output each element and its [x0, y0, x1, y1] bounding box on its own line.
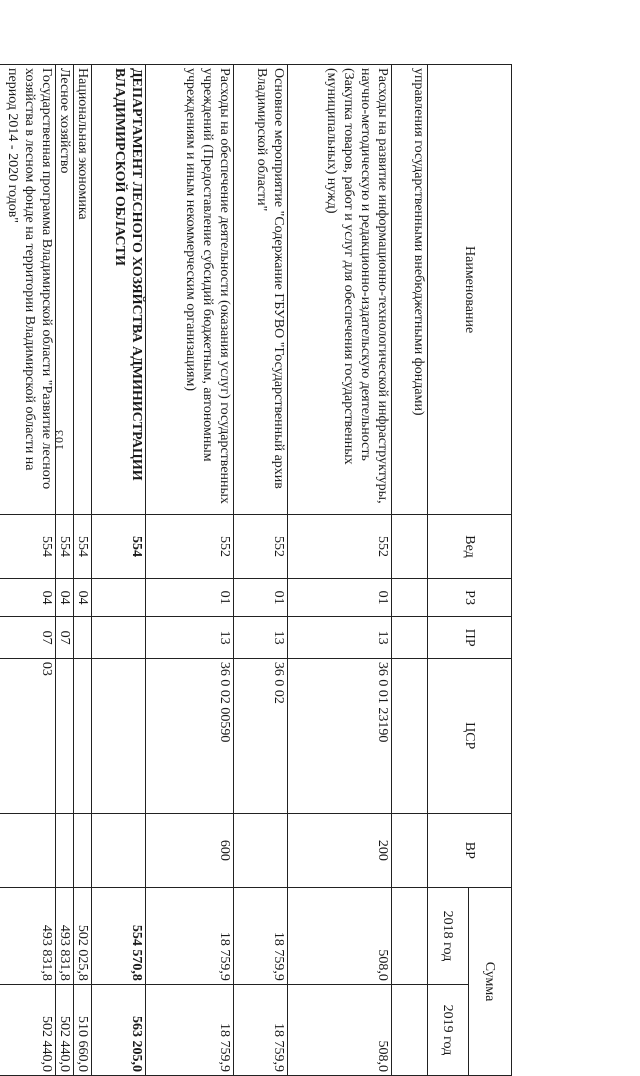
cell-rz [392, 578, 428, 617]
cell-name: Национальная экономика [74, 65, 92, 515]
cell-2019: 508,0 [288, 984, 392, 1075]
cell-name: ДЕПАРТАМЕНТ ЛЕСНОГО ХОЗЯЙСТВА АДМИНИСТРАЦИИ ВЛАДИМИРСКОЙ ОБЛАСТИ [92, 65, 146, 515]
cell-2019: 18 759,9 [234, 984, 288, 1075]
cell-2018: 554 570,8 [92, 888, 146, 985]
cell-vr [392, 813, 428, 888]
header-2018: 2018 год [428, 888, 469, 985]
cell-2019: 563 205,0 [92, 984, 146, 1075]
cell-pr: 07 [56, 617, 74, 658]
cell-rz: 01 [146, 578, 234, 617]
cell-vr [0, 813, 56, 888]
table-row [92, 65, 146, 1076]
cell-2018: 502 025,8 [74, 888, 92, 985]
cell-2018: 18 759,9 [146, 888, 234, 985]
cell-name: Основное мероприятие "Содержание ГБУВО "Государственный архив Владимирской области" [234, 65, 288, 515]
cell-ved: 552 [234, 515, 288, 579]
cell-name: Лесное хозяйство [56, 65, 74, 515]
cell-2019: 18 759,9 [146, 984, 234, 1075]
cell-ved: 554 [92, 515, 146, 579]
cell-csr: 36 0 02 [234, 658, 288, 813]
cell-ved: 552 [146, 515, 234, 579]
table-row [288, 65, 392, 1076]
cell-name: Расходы на обеспечение деятельности (оказания услуг) государственных учреждений (Предоставление субсидий бюджетным, автономным учреждениям и иным некоммерческим организациям) [146, 65, 234, 515]
cell-name: Расходы на развитие информационно-технологической инфраструктуры, научно-методическую и редакционно-издательскую деятельность (Закупка товаров, работ и услуг для обеспечения государственных (муниципальных) нужд) [288, 65, 392, 515]
cell-2019: 502 440,0 [56, 984, 74, 1075]
cell-vr [74, 813, 92, 888]
cell-pr: 13 [234, 617, 288, 658]
header-ved: Вед [428, 515, 512, 579]
cell-vr: 200 [288, 813, 392, 888]
cell-vr [234, 813, 288, 888]
cell-rz: 04 [56, 578, 74, 617]
cell-pr: 13 [288, 617, 392, 658]
table-row [74, 65, 92, 1076]
cell-ved: 554 [74, 515, 92, 579]
header-pr: ПР [428, 617, 512, 658]
cell-rz: 01 [234, 578, 288, 617]
cell-pr [92, 617, 146, 658]
cell-2018 [392, 888, 428, 985]
cell-csr [74, 658, 92, 813]
cell-vr: 600 [146, 813, 234, 888]
cell-ved: 554 [0, 515, 56, 579]
cell-pr [392, 617, 428, 658]
header-name: Наименование [428, 65, 512, 515]
cell-ved: 554 [56, 515, 74, 579]
table-row [392, 65, 428, 1076]
header-csr: ЦСР [428, 658, 512, 813]
cell-csr: 36 0 02 00590 [146, 658, 234, 813]
cell-rz [92, 578, 146, 617]
cell-2019: 510 660,0 [74, 984, 92, 1075]
cell-pr: 13 [146, 617, 234, 658]
header-sum: Сумма [469, 888, 512, 1076]
cell-ved [392, 515, 428, 579]
cell-name: Государственная программа Владимирской области "Развитие лесного хозяйства в лесном фонде на территории Владимирской области на период 2014 - 2020 годов" [0, 65, 56, 515]
cell-csr [92, 658, 146, 813]
header-vr: ВР [428, 813, 512, 888]
cell-rz: 04 [0, 578, 56, 617]
cell-2018: 18 759,9 [234, 888, 288, 985]
cell-csr [392, 658, 428, 813]
cell-rz: 01 [288, 578, 392, 617]
cell-name: управления государственными внебюджетными фондами) [392, 65, 428, 515]
cell-vr [92, 813, 146, 888]
cell-2018: 493 831,8 [56, 888, 74, 985]
cell-pr: 07 [0, 617, 56, 658]
table-row [146, 65, 234, 1076]
page-number: 103 [52, 429, 66, 450]
table-row [56, 65, 74, 1076]
header-rz: РЗ [428, 578, 512, 617]
header-2019: 2019 год [428, 984, 469, 1075]
budget-table [0, 64, 512, 1076]
cell-2019 [392, 984, 428, 1075]
cell-2018: 508,0 [288, 888, 392, 985]
cell-vr [56, 813, 74, 888]
cell-pr [74, 617, 92, 658]
cell-rz: 04 [74, 578, 92, 617]
cell-2018: 493 831,8 [0, 888, 56, 985]
cell-csr: 36 0 01 23190 [288, 658, 392, 813]
table-row [234, 65, 288, 1076]
cell-csr: 03 [0, 658, 56, 813]
cell-2019: 502 440,0 [0, 984, 56, 1075]
cell-ved: 552 [288, 515, 392, 579]
table-row [0, 65, 56, 1076]
cell-csr [56, 658, 74, 813]
